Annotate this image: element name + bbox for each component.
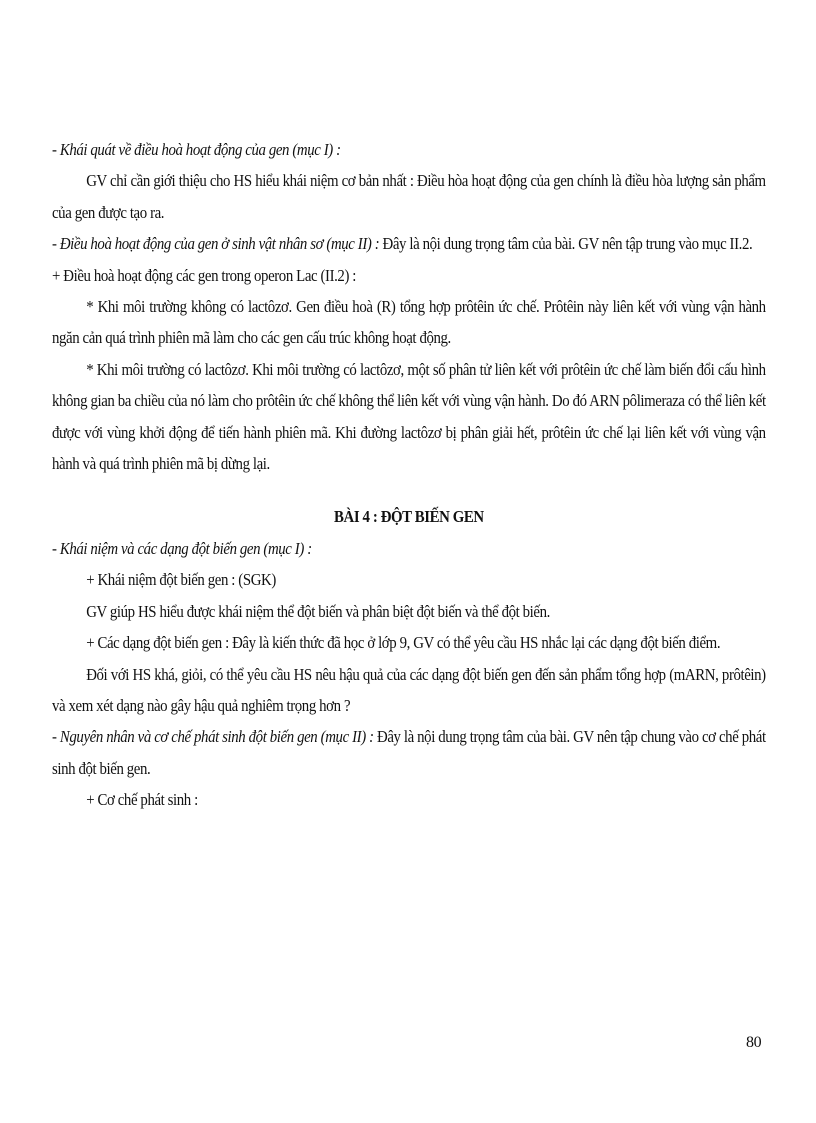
paragraph-gv-intro bbox=[52, 165, 766, 228]
paragraph-advanced-students bbox=[52, 659, 766, 722]
paragraph-mutation-definition bbox=[52, 564, 766, 595]
heading-mutation-concepts bbox=[52, 533, 766, 564]
paragraph-text: GV chỉ cần giới thiệu cho HS hiểu khái niệm cơ bản nhất : Điều hòa hoạt động của gen chính là điều hòa lượng sản phẩm của gen được tạo ra. bbox=[52, 171, 766, 222]
paragraph-gv-helps bbox=[52, 596, 766, 627]
paragraph-mechanism bbox=[52, 784, 766, 815]
paragraph-operon-lac bbox=[52, 260, 766, 291]
paragraph-text: + Cơ chế phát sinh : bbox=[86, 790, 198, 810]
paragraph-text: + Điều hoà hoạt động các gen trong operon Lac (II.2) : bbox=[52, 265, 357, 285]
paragraph-text: * Khi môi trường không có lactôzơ. Gen điều hoà (R) tổng hợp prôtêin ức chế. Prôtêin này liên kết với vùng vận hành ngăn cản quá trình phiên mã làm cho các gen cấu trúc không hoạt động. bbox=[52, 297, 766, 348]
paragraph-text: Đây là nội dung trọng tâm của bài. GV nên tập trung vào mục II.2. bbox=[379, 234, 753, 254]
page-number: 80 bbox=[746, 1034, 762, 1051]
paragraph-text: * Khi môi trường có lactôzơ. Khi môi trường có lactôzơ, một số phân tử liên kết với prôtêin ức chế làm biến đổi cấu hình không gian ba chiều của nó làm cho prôtêin ức chế không thể liên kết với vùng vận hành. Do đó ARN pôlimeraza có thể liên kết được với vùng khởi động để tiến hành phiên mã. Khi đường lactôzơ bị phân giải hết, prôtêin ức chế lại liên kết với vùng vận hành và quá trình phiên mã bị dừng lại. bbox=[52, 359, 766, 474]
paragraph-prokaryote-regulation bbox=[52, 228, 766, 259]
italic-heading: - Khái quát về điều hoà hoạt động của gen (mục I) : bbox=[52, 140, 341, 159]
italic-heading: - Nguyên nhân và cơ chế phát sinh đột biến gen (mục II) : bbox=[52, 727, 374, 747]
section-title: BÀI 4 : ĐỘT BIẾN GEN bbox=[334, 507, 484, 527]
paragraph-text: Đối với HS khá, giỏi, có thể yêu cầu HS nêu hậu quả của các dạng đột biến gen đến sản phẩm tổng hợp (mARN, prôtêin) và xem xét dạng nào gây hậu quả nghiêm trọng hơn ? bbox=[52, 664, 766, 715]
heading-general-regulation bbox=[52, 134, 766, 165]
paragraph-causes-mechanism bbox=[52, 721, 766, 784]
page-body bbox=[52, 134, 766, 816]
italic-heading: - Điều hoà hoạt động của gen ở sinh vật nhân sơ (mục II) : bbox=[52, 234, 380, 254]
paragraph-text: + Các dạng đột biến gen : Đây là kiến thức đã học ở lớp 9, GV có thể yêu cầu HS nhắc lại các dạng đột biến điểm. bbox=[86, 633, 721, 653]
italic-heading: - Khái niệm và các dạng đột biến gen (mục I) : bbox=[52, 538, 312, 558]
paragraph-text: + Khái niệm đột biến gen : (SGK) bbox=[86, 570, 276, 590]
paragraph-text: GV giúp HS hiểu được khái niệm thể đột biến và phân biệt đột biến và thể đột biến. bbox=[86, 601, 550, 621]
paragraph-mutation-types bbox=[52, 627, 766, 658]
paragraph-no-lactose bbox=[52, 291, 766, 354]
paragraph-with-lactose bbox=[52, 354, 766, 480]
paragraph-text: Đây là nội dung trọng tâm của bài. GV nên tập chung vào cơ chế phát sinh đột biến gen. bbox=[52, 727, 766, 778]
